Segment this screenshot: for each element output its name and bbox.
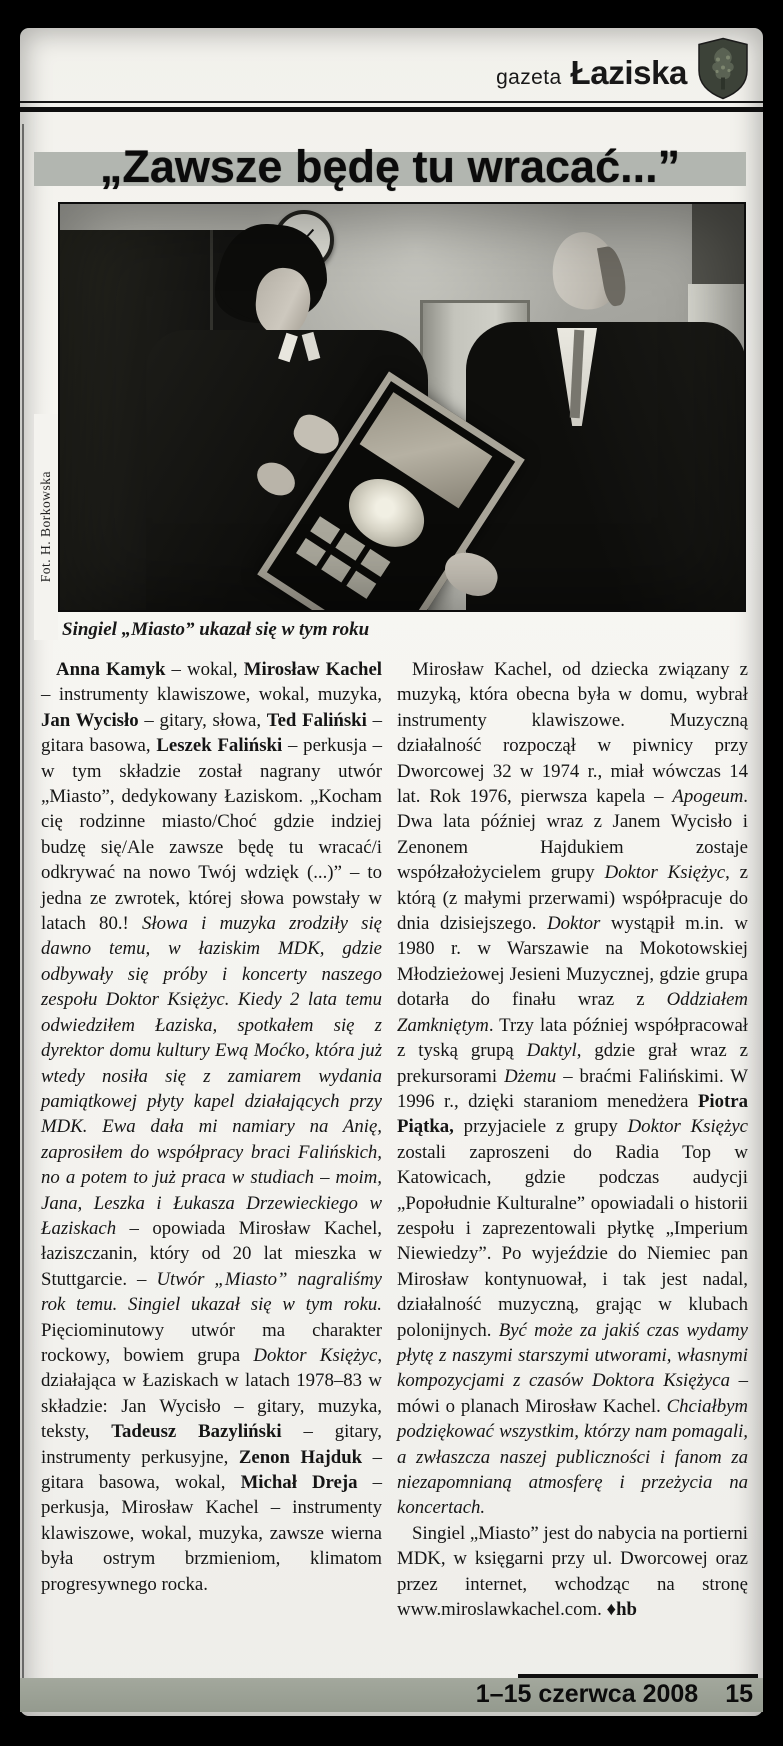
photo-credit-text: Fot. H. Borkowska [38, 471, 53, 583]
article-left-column [41, 657, 382, 1622]
footer-page-number: 15 [725, 1680, 753, 1708]
article-headline: „Zawsze będę tu wracać...” [99, 141, 681, 192]
paragraph: Anna Kamyk – wokal, Mirosław Kachel – instrumenty klawiszowe, wokal, muzyka, Jan Wycisło – gitary, słowa, Ted Faliński – gitara basowa, Leszek Faliński – perkusja – w tym składzie został nagrany utwór „Miasto”, dedykowany Łaziskom. „Kocham cię rodzinne miasto/Choć gdzie indziej budzę się/Ale zawsze będę tu wracać/i odkrywać na nowo Twój wdzięk (...)” – to jedna ze zwrotek, której słowa powstały w latach 80.! Słowa i muzyka zrodziły się dawno temu, w łaziskim MDK, gdzie odbywały się próby i koncerty naszego zespołu Doktor Księżyc. Kiedy 2 lata temu odwiedziłem Łaziska, spotkałem się z dyrektor domu kultury Ewą Moćko, która już wtedy nosiła się z zamiarem wydania pamiątkowej płyty kapel działających przy MDK. Ewa dała mi namiary na Anię, zaprosiłem do współpracy braci Falińskich, no a potem to już praca w studiach – moim, Jana, Leszka i Łukasza Drzewieckiego w Łaziskach – opowiada Mirosław Kachel, łaziszczanin, który od 20 lat mieszka w Stuttgarcie. – Utwór „Miasto” nagraliśmy rok temu. Singiel ukazał się w tym roku. Pięciominutowy utwór ma charakter rockowy, bowiem grupa Doktor Księżyc, działająca w Łaziskach w latach 1978–83 w składzie: Jan Wycisło – gitary, muzyka, teksty, Tadeusz Bazyliński – gitary, instrumenty perkusyjne, Zenon Hajduk – gitara basowa, wokal, Michał Dreja – perkusja, Mirosław Kachel – instrumenty klawiszowe, wokal, muzyka, zawsze wierna była ostrym brzmieniom, klimatom progresywnego rocka. [41, 659, 383, 1595]
paragraph: Singiel „Miasto” jest do nabycia na portierni MDK, w księgarni przy ul. Dworcowej oraz przez internet, wchodząc na stronę www.miroslawkachel.com. ♦hb [397, 1522, 748, 1621]
paragraph: Mirosław Kachel, od dziecka związany z muzyką, która obecna była w domu, wybrał instrumenty klawiszowe. Muzyczną działalność rozpoczął w piwnicy przy Dworcowej 32 w 1974 r., miał wówczas 14 lat. Rok 1976, pierwsza kapela – Apogeum. Dwa lata później wraz z Janem Wycisło i Zenonem Hajdukiem zostaje współzałożycielem grupy Doktor Księżyc, z którą (z małymi przerwami) współpracuje do dnia dzisiejszego. Doktor wystąpił m.in. w 1980 r. w Warszawie na Mokotowskiej Młodzieżowej Jesieni Muzycznej, gdzie grupa dotarła do finału wraz z Oddziałem Zamkniętym. Trzy lata później współpracował z tyską grupą Daktyl, gdzie grał wraz z prekursorami Dżemu – braćmi Falińskimi. W 1996 r., dzięki staraniom menedżera Piotra Piątka, przyjaciele z grupy Doktor Księżyc zostali zaproszeni do Radia Top w Katowicach, gdzie podczas audycji „Popołudnie Kulturalne” opowiadali o historii zespołu i zaprezentowali płytkę „Imperium Niewiedzy”. Po wyjeździe do Niemiec pan Mirosław kontynuował, i tak jest nadal, działalność muzyczną, grając w klubach polonijnych. Być może za jakiś czas wydamy płytę z naszymi starszymi utworami, własnymi kompozycjami z czasów Doktora Księżyca – mówi o planach Mirosław Kachel. Chciałbym podziękować wszystkim, którzy nam pomagali, a zwłaszcza naszej publiczności i fanom za niezapomnianą atmosferę i przeżycia na koncertach. [397, 659, 749, 1519]
footer-bar [20, 1678, 763, 1712]
article-body [41, 657, 748, 1622]
article-photo [58, 202, 746, 612]
footer-text [476, 1680, 753, 1709]
masthead [496, 54, 687, 92]
footer-rule [518, 1674, 758, 1678]
header-rule-thin [20, 101, 763, 103]
headline-band [34, 141, 746, 192]
header-rule-thick [20, 107, 763, 112]
scanned-newspaper-page [20, 28, 763, 1716]
article-right-column [397, 657, 748, 1622]
masthead-prefix: gazeta [496, 66, 562, 89]
left-column-rule [22, 124, 24, 1678]
photo-vignette [60, 204, 744, 610]
photo-credit [34, 414, 58, 640]
photo-caption: Singiel „Miasto” ukazał się w tym roku [62, 619, 370, 640]
footer-date: 1–15 czerwca 2008 [475, 1680, 699, 1708]
coat-of-arms-icon [698, 37, 748, 100]
masthead-title: Łaziska [570, 54, 687, 91]
